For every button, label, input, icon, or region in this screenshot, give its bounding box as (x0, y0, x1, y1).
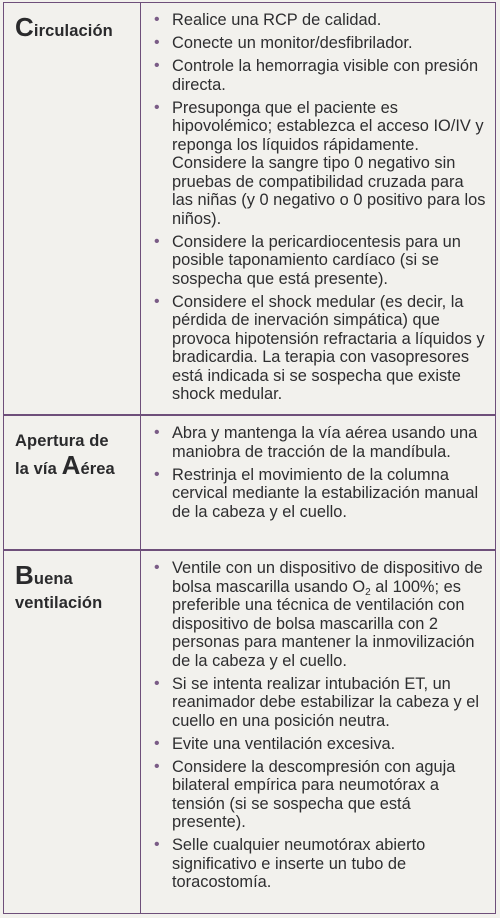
label-text: érea (80, 460, 115, 478)
row-via-aerea (4, 416, 495, 551)
item-text: Considere el shock medular (es decir, la pérdida de inervación simpática) que provoca hipotensión refractaria a líquidos y bradicardia. La terapia con vasopresores está indicada si se sospecha que existe shock medular. (172, 292, 485, 403)
label-text: irculación (33, 22, 113, 40)
row-label (15, 429, 140, 481)
item-text: Controle la hemorragia visible con presión directa. (172, 57, 479, 94)
row-label (15, 12, 140, 43)
bullet-icon: • (154, 57, 160, 74)
content-cell (142, 3, 495, 414)
subscript: 2 (365, 586, 371, 598)
list-item (152, 57, 487, 94)
list-item (152, 233, 487, 289)
row-buena-ventilacion (4, 551, 495, 914)
label-line: Apertura de (15, 432, 109, 450)
item-text: Realice una RCP de calidad. (172, 11, 382, 29)
content-cell (142, 416, 495, 549)
list-item (152, 758, 487, 832)
label-line (15, 450, 140, 481)
list-item (152, 735, 487, 754)
bullet-icon: • (154, 98, 160, 116)
item-text: Si se intenta realizar intubación ET, un reanimador debe estabilizar la cabeza y el cuello en una posición neutra. (172, 674, 480, 730)
row-circulacion (4, 3, 495, 416)
label-line: ventilación (15, 594, 103, 612)
list-item (152, 99, 487, 229)
bullet-list (152, 11, 487, 404)
list-item (152, 424, 487, 461)
list-item (152, 466, 487, 522)
item-text: Considere la pericardiocentesis para un posible taponamiento cardíaco (si se sospecha que está presente). (172, 232, 461, 288)
label-text: la vía (15, 460, 62, 478)
item-text-part: Ventile con un dispositivo de dispositivo de bolsa mascarilla usando O (172, 559, 483, 596)
bullet-list (152, 424, 487, 521)
label-cell (4, 416, 141, 549)
list-item (152, 836, 487, 892)
item-text: Conecte un monitor/desfibrilador. (172, 34, 413, 52)
bullet-icon: • (154, 232, 160, 250)
label-cell (4, 551, 141, 914)
item-text: Considere la descompresión con aguja bilateral empírica para neumotórax a tensión (si se sospecha que está presente). (172, 757, 456, 831)
bullet-icon: • (154, 757, 160, 775)
bullet-icon: • (154, 674, 160, 692)
bullet-icon: • (154, 11, 160, 28)
item-text: Evite una ventilación excesiva. (172, 734, 396, 753)
bullet-list (152, 559, 487, 892)
row-label (15, 560, 140, 615)
item-text (172, 559, 483, 670)
label-initial: A (61, 450, 81, 480)
bullet-icon: • (154, 465, 160, 483)
list-item (152, 675, 487, 731)
label-line (15, 560, 140, 591)
item-text: Presuponga que el paciente es hipovolémico; establezca el acceso IO/IV y reponga los líquidos rápidamente. Considere la sangre tipo 0 negativo sin pruebas de compatibilidad cruzada para las niñas (y 0 negativo o 0 positivo para los niños). (172, 98, 486, 228)
item-text: Selle cualquier neumotórax abierto significativo e inserte un tubo de toracostomía. (172, 836, 426, 891)
bullet-icon: • (154, 424, 160, 441)
protocol-table (3, 2, 496, 914)
item-text-part: al 100%; es preferible una técnica de ventilación con dispositivo de bolsa mascarilla con 2 personas para mantener la inmovilización de la cabeza y el cuello. (172, 577, 475, 670)
content-cell (142, 551, 495, 914)
item-text: Restrinja el movimiento de la columna cervical mediante la estabilización manual de la cabeza y el cuello. (172, 465, 479, 521)
item-text: Abra y mantenga la vía aérea usando una maniobra de tracción de la mandíbula. (172, 424, 478, 461)
bullet-icon: • (154, 836, 160, 853)
list-item (152, 34, 487, 53)
bullet-icon: • (154, 559, 160, 576)
bullet-icon: • (154, 734, 160, 752)
list-item (152, 11, 487, 30)
label-initial: B (15, 560, 34, 590)
list-item (152, 293, 487, 404)
bullet-icon: • (154, 34, 160, 51)
label-cell (4, 3, 141, 414)
list-item (152, 559, 487, 670)
label-text: uena (33, 570, 73, 588)
label-initial: C (15, 12, 34, 42)
bullet-icon: • (154, 292, 160, 310)
